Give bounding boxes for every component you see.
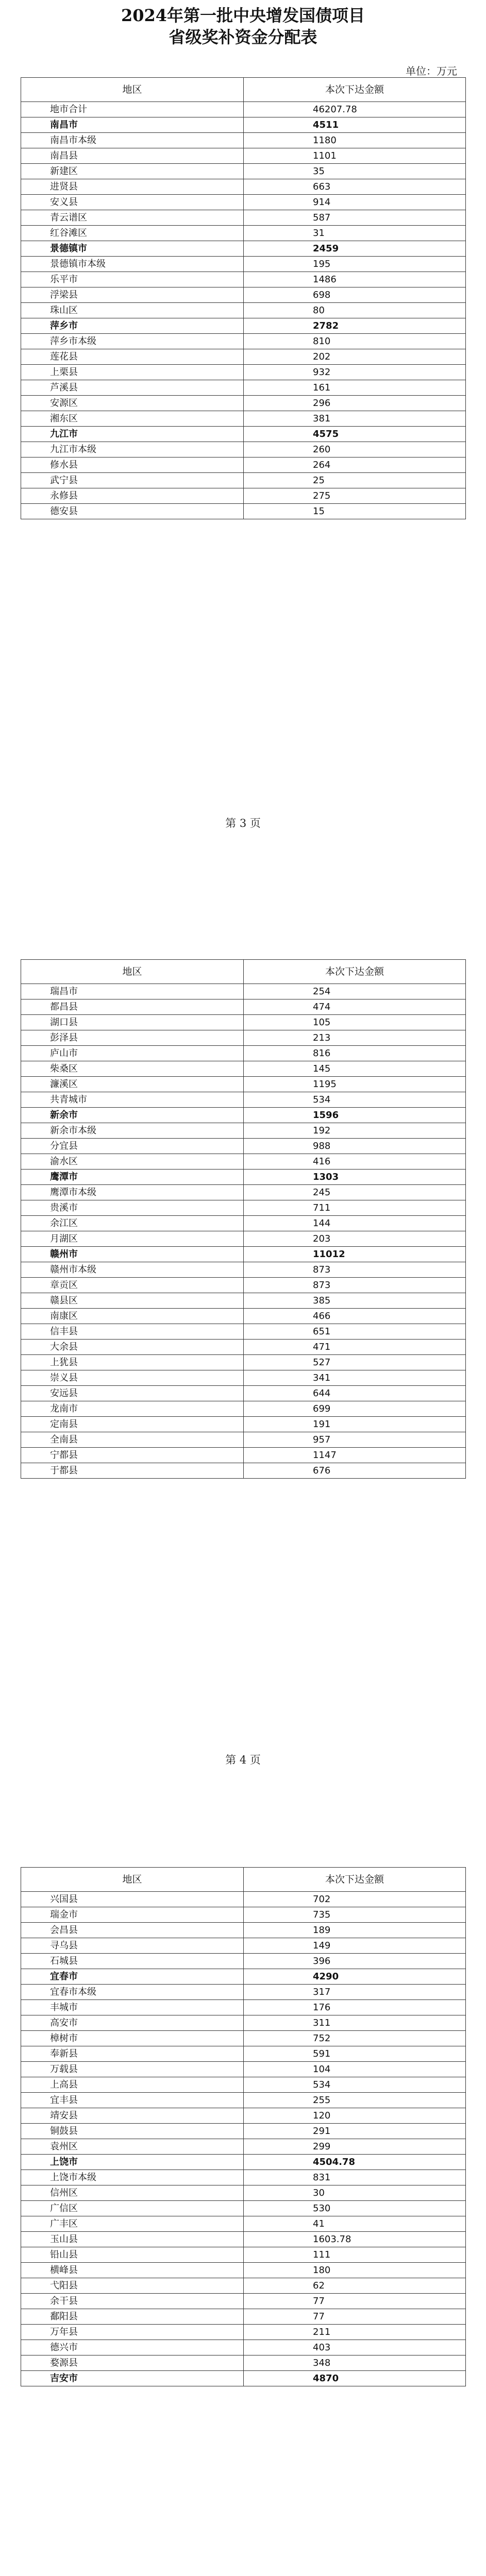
amount-cell: 1101 <box>244 148 466 164</box>
region-name-cell: 景德镇市 <box>21 241 244 257</box>
table-row <box>21 318 466 334</box>
amount-cell: 30 <box>244 2185 466 2201</box>
region-name-cell: 余江区 <box>21 1216 244 1231</box>
table-row <box>21 287 466 303</box>
table-row <box>21 272 466 287</box>
table-row <box>21 1061 466 1077</box>
amount-cell: 260 <box>244 442 466 457</box>
table-row <box>21 1247 466 1262</box>
amount-cell: 587 <box>244 210 466 226</box>
region-name-cell: 贵溪市 <box>21 1200 244 1216</box>
table-page-5 <box>21 1867 465 2386</box>
table-row <box>21 473 466 488</box>
region-name-cell: 寻乌县 <box>21 1938 244 1954</box>
region-name-cell: 上栗县 <box>21 365 244 380</box>
amount-cell: 15 <box>244 504 466 519</box>
table-row <box>21 1231 466 1247</box>
amount-cell: 1303 <box>244 1170 466 1185</box>
amount-cell: 2459 <box>244 241 466 257</box>
table-row <box>21 504 466 519</box>
amount-cell: 396 <box>244 1954 466 1969</box>
amount-cell: 752 <box>244 2031 466 2046</box>
region-name-cell: 广丰区 <box>21 2216 244 2232</box>
region-name-cell: 珠山区 <box>21 303 244 318</box>
table-row <box>21 1030 466 1046</box>
table-row <box>21 2355 466 2371</box>
region-name-cell: 兴国县 <box>21 1892 244 1907</box>
table-row <box>21 1200 466 1216</box>
unit-label: 单位：万元 <box>406 65 457 77</box>
amount-cell: 381 <box>244 411 466 427</box>
amount-cell: 275 <box>244 488 466 504</box>
table-row <box>21 210 466 226</box>
amount-cell: 202 <box>244 349 466 365</box>
region-name-cell: 婺源县 <box>21 2355 244 2371</box>
amount-cell: 4504.78 <box>244 2155 466 2170</box>
table-row <box>21 1293 466 1309</box>
table-row <box>21 1324 466 1340</box>
region-name-cell: 万载县 <box>21 2062 244 2077</box>
table-row <box>21 1139 466 1154</box>
region-name-cell: 宜春市 <box>21 1969 244 1985</box>
amount-cell: 1195 <box>244 1077 466 1092</box>
table-row <box>21 102 466 117</box>
amount-cell: 663 <box>244 179 466 195</box>
table-page-3 <box>21 77 465 519</box>
amount-cell: 120 <box>244 2108 466 2124</box>
amount-cell: 149 <box>244 1938 466 1954</box>
amount-cell: 105 <box>244 1015 466 1030</box>
amount-cell: 211 <box>244 2325 466 2340</box>
region-name-cell: 全南县 <box>21 1432 244 1448</box>
table-row <box>21 1216 466 1231</box>
amount-cell: 735 <box>244 1907 466 1923</box>
amount-cell: 1596 <box>244 1108 466 1123</box>
amount-cell: 1180 <box>244 133 466 148</box>
table-row <box>21 2294 466 2309</box>
region-name-cell: 乐平市 <box>21 272 244 287</box>
region-name-cell: 湖口县 <box>21 1015 244 1030</box>
region-name-cell: 信丰县 <box>21 1324 244 1340</box>
table-row <box>21 2247 466 2263</box>
amount-cell: 299 <box>244 2139 466 2155</box>
amount-cell: 11012 <box>244 1247 466 1262</box>
amount-cell: 296 <box>244 396 466 411</box>
region-name-cell: 萍乡市本级 <box>21 334 244 349</box>
amount-cell: 4575 <box>244 427 466 442</box>
table-row <box>21 1923 466 1938</box>
region-name-cell: 新余市本级 <box>21 1123 244 1139</box>
region-name-cell: 玉山县 <box>21 2232 244 2247</box>
amount-cell: 31 <box>244 226 466 241</box>
region-name-cell: 安源区 <box>21 396 244 411</box>
amount-cell: 213 <box>244 1030 466 1046</box>
table-row <box>21 1907 466 1923</box>
region-name-cell: 都昌县 <box>21 999 244 1015</box>
region-name-cell: 章贡区 <box>21 1278 244 1293</box>
region-name-cell: 分宜县 <box>21 1139 244 1154</box>
amount-cell: 80 <box>244 303 466 318</box>
table-row <box>21 2124 466 2139</box>
amount-cell: 25 <box>244 473 466 488</box>
amount-cell: 254 <box>244 984 466 999</box>
region-name-cell: 安远县 <box>21 1386 244 1401</box>
table-row <box>21 999 466 1015</box>
amount-cell: 534 <box>244 1092 466 1108</box>
amount-cell: 311 <box>244 2015 466 2031</box>
region-name-cell: 南康区 <box>21 1309 244 1324</box>
table-row <box>21 488 466 504</box>
table-row <box>21 1969 466 1985</box>
table-row <box>21 1278 466 1293</box>
amount-cell: 189 <box>244 1923 466 1938</box>
document-title-line2: 省级奖补资金分配表 <box>169 27 317 47</box>
region-name-cell: 吉安市 <box>21 2371 244 2386</box>
region-name-cell: 进贤县 <box>21 179 244 195</box>
region-name-cell: 上高县 <box>21 2077 244 2093</box>
amount-cell: 534 <box>244 2077 466 2093</box>
amount-cell: 4870 <box>244 2371 466 2386</box>
table-row <box>21 427 466 442</box>
amount-cell: 245 <box>244 1185 466 1200</box>
amount-cell: 192 <box>244 1123 466 1139</box>
region-name-cell: 赣州市 <box>21 1247 244 1262</box>
table-row <box>21 117 466 133</box>
region-name-cell: 赣州市本级 <box>21 1262 244 1278</box>
region-name-cell: 鹰潭市 <box>21 1170 244 1185</box>
amount-cell: 988 <box>244 1139 466 1154</box>
amount-cell: 471 <box>244 1340 466 1355</box>
allocation-table <box>21 1867 466 2386</box>
table-row <box>21 241 466 257</box>
region-name-cell: 铜鼓县 <box>21 2124 244 2139</box>
table-row <box>21 334 466 349</box>
region-name-cell: 柴桑区 <box>21 1061 244 1077</box>
region-name-cell: 永修县 <box>21 488 244 504</box>
allocation-table <box>21 959 466 1479</box>
table-row <box>21 1154 466 1170</box>
region-name-cell: 于都县 <box>21 1463 244 1479</box>
amount-cell: 62 <box>244 2278 466 2294</box>
amount-cell: 1486 <box>244 272 466 287</box>
region-name-cell: 青云谱区 <box>21 210 244 226</box>
table-row <box>21 2216 466 2232</box>
table-row <box>21 442 466 457</box>
amount-cell: 144 <box>244 1216 466 1231</box>
region-name-cell: 渝水区 <box>21 1154 244 1170</box>
table-row <box>21 1938 466 1954</box>
table-row <box>21 148 466 164</box>
region-name-cell: 丰城市 <box>21 2000 244 2015</box>
table-row <box>21 2046 466 2062</box>
region-name-cell: 武宁县 <box>21 473 244 488</box>
region-name-cell: 湘东区 <box>21 411 244 427</box>
table-row <box>21 1092 466 1108</box>
table-row <box>21 2093 466 2108</box>
region-name-cell: 鹰潭市本级 <box>21 1185 244 1200</box>
region-name-cell: 崇义县 <box>21 1370 244 1386</box>
region-name-cell: 德安县 <box>21 504 244 519</box>
amount-cell: 4511 <box>244 117 466 133</box>
region-name-cell: 会昌县 <box>21 1923 244 1938</box>
region-name-cell: 新建区 <box>21 164 244 179</box>
amount-cell: 527 <box>244 1355 466 1370</box>
table-row <box>21 1892 466 1907</box>
region-name-cell: 南昌市 <box>21 117 244 133</box>
region-name-cell: 地市合计 <box>21 102 244 117</box>
amount-cell: 932 <box>244 365 466 380</box>
table-row <box>21 2015 466 2031</box>
table-row <box>21 457 466 473</box>
region-name-cell: 红谷滩区 <box>21 226 244 241</box>
table-row <box>21 2201 466 2216</box>
amount-cell: 291 <box>244 2124 466 2139</box>
region-name-cell: 月湖区 <box>21 1231 244 1247</box>
amount-cell: 317 <box>244 1985 466 2000</box>
table-row <box>21 411 466 427</box>
table-row <box>21 1401 466 1417</box>
table-row <box>21 2062 466 2077</box>
document-title-line1: 2024年第一批中央增发国债项目 <box>121 6 365 25</box>
region-name-cell: 南昌市本级 <box>21 133 244 148</box>
amount-cell: 104 <box>244 2062 466 2077</box>
table-row <box>21 1309 466 1324</box>
amount-cell: 348 <box>244 2355 466 2371</box>
column-header-region: 地区 <box>21 960 244 984</box>
table-row <box>21 1985 466 2000</box>
region-name-cell: 九江市 <box>21 427 244 442</box>
region-name-cell: 靖安县 <box>21 2108 244 2124</box>
table-row <box>21 2108 466 2124</box>
table-row <box>21 1386 466 1401</box>
table-row <box>21 396 466 411</box>
column-header-region: 地区 <box>21 1868 244 1892</box>
table-row <box>21 1046 466 1061</box>
region-name-cell: 赣县区 <box>21 1293 244 1309</box>
region-name-cell: 袁州区 <box>21 2139 244 2155</box>
table-row <box>21 1108 466 1123</box>
region-name-cell: 瑞昌市 <box>21 984 244 999</box>
region-name-cell: 上饶市 <box>21 2155 244 2170</box>
amount-cell: 1603.78 <box>244 2232 466 2247</box>
table-row <box>21 365 466 380</box>
region-name-cell: 横峰县 <box>21 2263 244 2278</box>
amount-cell: 2782 <box>244 318 466 334</box>
table-row <box>21 2340 466 2355</box>
table-row <box>21 2309 466 2325</box>
amount-cell: 651 <box>244 1324 466 1340</box>
table-row <box>21 2031 466 2046</box>
region-name-cell: 高安市 <box>21 2015 244 2031</box>
amount-cell: 530 <box>244 2201 466 2216</box>
table-row <box>21 984 466 999</box>
table-row <box>21 303 466 318</box>
region-name-cell: 德兴市 <box>21 2340 244 2355</box>
amount-cell: 161 <box>244 380 466 396</box>
column-header-region: 地区 <box>21 78 244 102</box>
amount-cell: 474 <box>244 999 466 1015</box>
region-name-cell: 芦溪县 <box>21 380 244 396</box>
table-row <box>21 1355 466 1370</box>
table-row <box>21 164 466 179</box>
table-row <box>21 2155 466 2170</box>
amount-cell: 403 <box>244 2340 466 2355</box>
table-row <box>21 2232 466 2247</box>
page-number: 第 4 页 <box>225 1754 261 1766</box>
table-page-4 <box>21 959 465 1479</box>
region-name-cell: 安义县 <box>21 195 244 210</box>
amount-cell: 816 <box>244 1046 466 1061</box>
table-row <box>21 2077 466 2093</box>
region-name-cell: 九江市本级 <box>21 442 244 457</box>
table-row <box>21 1954 466 1969</box>
table-row <box>21 1123 466 1139</box>
amount-cell: 111 <box>244 2247 466 2263</box>
table-row <box>21 1170 466 1185</box>
amount-cell: 203 <box>244 1231 466 1247</box>
amount-cell: 385 <box>244 1293 466 1309</box>
table-row <box>21 195 466 210</box>
table-row <box>21 1185 466 1200</box>
table-row <box>21 1015 466 1030</box>
region-name-cell: 弋阳县 <box>21 2278 244 2294</box>
region-name-cell: 鄱阳县 <box>21 2309 244 2325</box>
amount-cell: 873 <box>244 1262 466 1278</box>
table-row <box>21 226 466 241</box>
amount-cell: 644 <box>244 1386 466 1401</box>
table-row <box>21 257 466 272</box>
column-header-amount: 本次下达金额 <box>244 1868 466 1892</box>
region-name-cell: 莲花县 <box>21 349 244 365</box>
region-name-cell: 上犹县 <box>21 1355 244 1370</box>
region-name-cell: 定南县 <box>21 1417 244 1432</box>
page-number: 第 3 页 <box>225 817 261 829</box>
amount-cell: 341 <box>244 1370 466 1386</box>
amount-cell: 46207.78 <box>244 102 466 117</box>
table-row <box>21 1340 466 1355</box>
region-name-cell: 信州区 <box>21 2185 244 2201</box>
amount-cell: 195 <box>244 257 466 272</box>
amount-cell: 416 <box>244 1154 466 1170</box>
amount-cell: 591 <box>244 2046 466 2062</box>
amount-cell: 698 <box>244 287 466 303</box>
table-row <box>21 1448 466 1463</box>
table-row <box>21 2170 466 2185</box>
table-row <box>21 179 466 195</box>
region-name-cell: 宜丰县 <box>21 2093 244 2108</box>
region-name-cell: 彭泽县 <box>21 1030 244 1046</box>
amount-cell: 191 <box>244 1417 466 1432</box>
region-name-cell: 宁都县 <box>21 1448 244 1463</box>
amount-cell: 1147 <box>244 1448 466 1463</box>
table-row <box>21 1262 466 1278</box>
region-name-cell: 万年县 <box>21 2325 244 2340</box>
table-row <box>21 1417 466 1432</box>
amount-cell: 77 <box>244 2294 466 2309</box>
amount-cell: 466 <box>244 1309 466 1324</box>
region-name-cell: 奉新县 <box>21 2046 244 2062</box>
region-name-cell: 瑞金市 <box>21 1907 244 1923</box>
region-name-cell: 铅山县 <box>21 2247 244 2263</box>
amount-cell: 711 <box>244 1200 466 1216</box>
table-row <box>21 1463 466 1479</box>
amount-cell: 145 <box>244 1061 466 1077</box>
table-row <box>21 2371 466 2386</box>
amount-cell: 77 <box>244 2309 466 2325</box>
table-row <box>21 2185 466 2201</box>
region-name-cell: 广信区 <box>21 2201 244 2216</box>
region-name-cell: 共青城市 <box>21 1092 244 1108</box>
region-name-cell: 上饶市本级 <box>21 2170 244 2185</box>
region-name-cell: 庐山市 <box>21 1046 244 1061</box>
table-row <box>21 2139 466 2155</box>
table-row <box>21 2000 466 2015</box>
amount-cell: 4290 <box>244 1969 466 1985</box>
amount-cell: 176 <box>244 2000 466 2015</box>
amount-cell: 676 <box>244 1463 466 1479</box>
region-name-cell: 宜春市本级 <box>21 1985 244 2000</box>
amount-cell: 914 <box>244 195 466 210</box>
region-name-cell: 景德镇市本级 <box>21 257 244 272</box>
table-row <box>21 2278 466 2294</box>
table-row <box>21 1432 466 1448</box>
amount-cell: 957 <box>244 1432 466 1448</box>
amount-cell: 41 <box>244 2216 466 2232</box>
amount-cell: 699 <box>244 1401 466 1417</box>
region-name-cell: 萍乡市 <box>21 318 244 334</box>
table-row <box>21 349 466 365</box>
amount-cell: 255 <box>244 2093 466 2108</box>
region-name-cell: 樟树市 <box>21 2031 244 2046</box>
amount-cell: 180 <box>244 2263 466 2278</box>
region-name-cell: 新余市 <box>21 1108 244 1123</box>
column-header-amount: 本次下达金额 <box>244 78 466 102</box>
region-name-cell: 大余县 <box>21 1340 244 1355</box>
region-name-cell: 龙南市 <box>21 1401 244 1417</box>
table-row <box>21 1077 466 1092</box>
region-name-cell: 南昌县 <box>21 148 244 164</box>
region-name-cell: 余干县 <box>21 2294 244 2309</box>
amount-cell: 873 <box>244 1278 466 1293</box>
allocation-table <box>21 77 466 519</box>
table-row <box>21 1370 466 1386</box>
table-row <box>21 2325 466 2340</box>
region-name-cell: 浮梁县 <box>21 287 244 303</box>
table-row <box>21 380 466 396</box>
region-name-cell: 石城县 <box>21 1954 244 1969</box>
amount-cell: 35 <box>244 164 466 179</box>
region-name-cell: 修水县 <box>21 457 244 473</box>
region-name-cell: 濂溪区 <box>21 1077 244 1092</box>
amount-cell: 810 <box>244 334 466 349</box>
column-header-amount: 本次下达金额 <box>244 960 466 984</box>
amount-cell: 702 <box>244 1892 466 1907</box>
table-row <box>21 2263 466 2278</box>
amount-cell: 831 <box>244 2170 466 2185</box>
table-row <box>21 133 466 148</box>
amount-cell: 264 <box>244 457 466 473</box>
